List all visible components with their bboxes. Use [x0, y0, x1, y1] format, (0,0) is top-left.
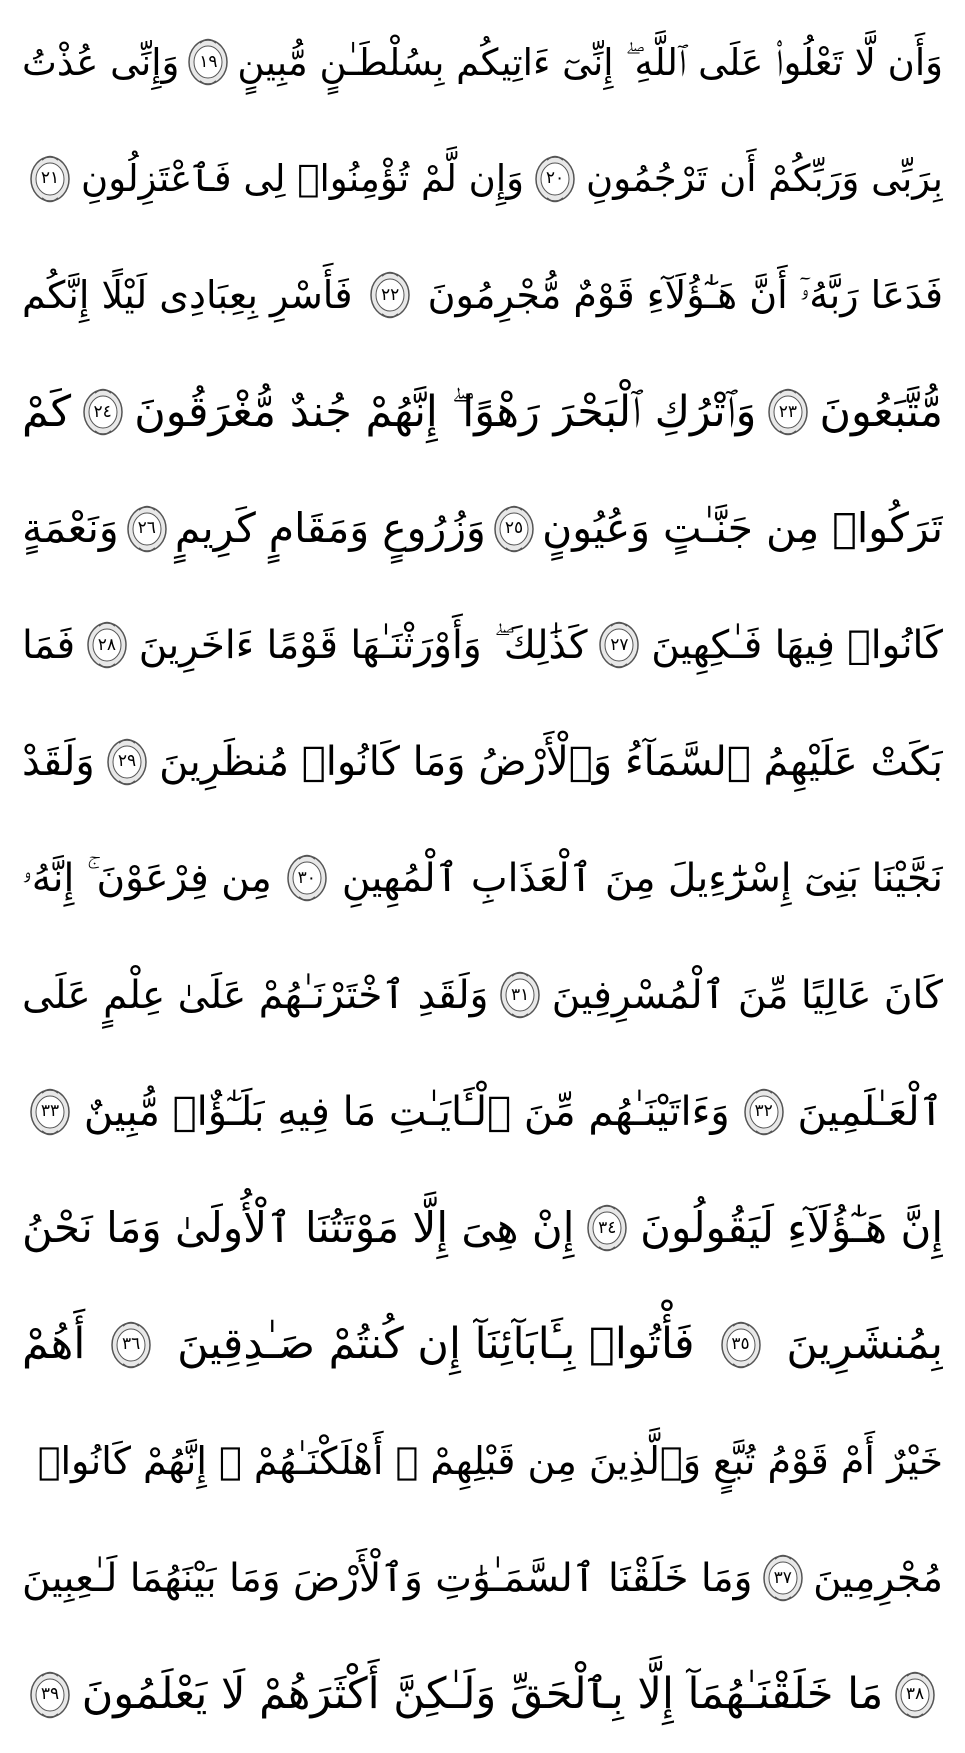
- verse-number: ٢٢: [380, 284, 400, 305]
- verse-number: ٢٦: [137, 518, 156, 539]
- verse-end-marker: [498, 970, 542, 1020]
- verse-number: ٣١: [511, 984, 530, 1005]
- verse-number: ٣٢: [754, 1101, 773, 1122]
- verse-text: إِنْ هِىَ إِلَّا مَوْتَتُنَا ٱلْأُولَىٰ وَمَا نَحْنُ: [22, 1203, 575, 1253]
- verse-text: كَذَٰلِكَ ۖ وَأَوْرَثْنَـٰهَا قَوْمًا ءَاخَرِينَ: [138, 622, 588, 668]
- text-line: [22, 1636, 943, 1753]
- verse-end-marker: [742, 1087, 786, 1137]
- verse-text: وَمَا خَلَقْنَا ٱلسَّمَـٰوَٰتِ وَٱلْأَرْضَ وَمَا بَيْنَهُمَا لَـٰعِبِينَ: [22, 1555, 753, 1601]
- verse-end-marker: [761, 1553, 805, 1603]
- text-line: [22, 121, 943, 238]
- verse-text: مَا خَلَقْنَـٰهُمَآ إِلَّا بِٱلْحَقِّ وَلَـٰكِنَّ أَكْثَرَهُمْ لَا يَعْلَمُونَ: [81, 1669, 884, 1720]
- verse-end-marker: [125, 504, 169, 554]
- verse-text: إِنَّ هَـٰٓؤُلَآءِ لَيَقُولُونَ: [640, 1203, 943, 1253]
- verse-text: كَمْ: [22, 386, 72, 437]
- verse-text: وَأَن لَّا تَعْلُوا۟ عَلَى ٱللَّهِ ۖ إِنِّىٓ ءَاتِيكُم بِسُلْطَـٰنٍ مُّبِينٍ: [237, 40, 943, 84]
- verse-end-marker: [585, 1203, 629, 1253]
- verse-end-marker: [719, 1320, 763, 1370]
- verse-number: ٣٧: [773, 1567, 792, 1588]
- verse-end-marker: [28, 1670, 72, 1720]
- text-line: [22, 1053, 943, 1170]
- verse-text: بَكَتْ عَلَيْهِمُ ٱلسَّمَآءُ وَٱلْأَرْضُ وَمَا كَانُوا۟ مُنظَرِينَ: [159, 738, 943, 785]
- verse-text: فَمَا: [22, 622, 76, 668]
- text-line: [22, 354, 943, 471]
- text-line: [22, 1170, 943, 1287]
- verse-end-marker: [186, 37, 230, 87]
- text-line: [22, 4, 943, 121]
- verse-end-marker: [766, 387, 810, 437]
- verse-text: وَلَقَدِ ٱخْتَرْنَـٰهُمْ عَلَىٰ عِلْمٍ عَلَى: [22, 972, 489, 1018]
- verse-end-marker: [597, 620, 641, 670]
- verse-number: ٢٣: [778, 401, 798, 422]
- verse-text: وَإِنِّى عُذْتُ: [22, 40, 180, 84]
- text-line: [22, 1287, 943, 1404]
- verse-text: مُّتَّبَعُونَ: [819, 386, 943, 437]
- verse-end-marker: [533, 154, 577, 204]
- text-line: [22, 587, 943, 704]
- verse-text: خَيْرٌ أَمْ قَوْمُ تُبَّعٍ وَٱلَّذِينَ مِن قَبْلِهِمْ ۚ أَهْلَكْنَـٰهُمْ ۖ إِنَّهُمْ كَانُوا۟: [37, 1439, 943, 1484]
- verse-end-marker: [285, 853, 329, 903]
- verse-text: وَنَعْمَةٍ: [22, 504, 119, 553]
- text-line: [22, 1403, 943, 1520]
- verse-number: ٣٠: [297, 867, 316, 888]
- verse-text: أَهُمْ: [22, 1319, 86, 1370]
- verse-number: ٣٣: [40, 1101, 60, 1122]
- verse-number: ٢٥: [504, 518, 524, 539]
- verse-text: كَانُوا۟ فِيهَا فَـٰكِهِينَ: [651, 622, 943, 668]
- text-line: [22, 470, 943, 587]
- text-line: [22, 937, 943, 1054]
- verse-number: ٢١: [40, 168, 60, 189]
- verse-text: مِن فِرْعَوْنَ ۚ إِنَّهُۥ: [22, 855, 272, 901]
- verse-text: وَٱتْرُكِ ٱلْبَحْرَ رَهْوًا ۖ إِنَّهُمْ جُندٌ مُّغْرَقُونَ: [134, 386, 757, 437]
- verse-text: كَانَ عَالِيًا مِّنَ ٱلْمُسْرِفِينَ: [551, 972, 943, 1018]
- verse-end-marker: [893, 1670, 937, 1720]
- verse-end-marker: [105, 737, 149, 787]
- verse-end-marker: [492, 504, 536, 554]
- verse-end-marker: [81, 387, 125, 437]
- verse-text: تَرَكُوا۟ مِن جَنَّـٰتٍ وَعُيُونٍ: [542, 504, 943, 553]
- verse-number: ٢٠: [545, 168, 565, 189]
- verse-end-marker: [28, 154, 72, 204]
- verse-number: ٢٤: [93, 401, 112, 422]
- verse-text: مُجْرِمِينَ: [813, 1555, 943, 1601]
- verse-text: وَلَقَدْ: [22, 738, 95, 785]
- verse-number: ٣٩: [40, 1684, 60, 1705]
- verse-text: نَجَّيْنَا بَنِىٓ إِسْرَٰٓءِيلَ مِنَ ٱلْعَذَابِ ٱلْمُهِينِ: [341, 855, 943, 901]
- verse-number: ٣٦: [122, 1334, 141, 1355]
- verse-text: بِمُنشَرِينَ: [786, 1319, 943, 1370]
- verse-text: بِرَبِّى وَرَبِّكُمْ أَن تَرْجُمُونِ: [586, 157, 943, 201]
- verse-number: ٣٨: [905, 1684, 925, 1705]
- verse-number: ٣٥: [731, 1334, 750, 1355]
- verse-number: ٣٤: [598, 1217, 617, 1238]
- verse-end-marker: [109, 1320, 153, 1370]
- verse-end-marker: [28, 1087, 72, 1137]
- verse-text: فَدَعَا رَبَّهُۥٓ أَنَّ هَـٰٓؤُلَآءِ قَوْمٌ مُّجْرِمُونَ: [427, 273, 943, 318]
- text-line: [22, 1520, 943, 1637]
- verse-text: وَزُرُوعٍ وَمَقَامٍ كَرِيمٍ: [174, 504, 486, 553]
- verse-text: ٱلْعَـٰلَمِينَ: [797, 1088, 943, 1135]
- verse-text: فَأْتُوا۟ بِـَٔابَآئِنَآ إِن كُنتُمْ صَـٰدِقِينَ: [177, 1319, 695, 1370]
- verse-end-marker: [85, 620, 129, 670]
- verse-number: ٢٨: [97, 634, 117, 655]
- verse-text: فَأَسْرِ بِعِبَادِى لَيْلًا إِنَّكُم: [22, 273, 353, 318]
- verse-number: ٢٩: [117, 751, 137, 772]
- verse-text: وَإِن لَّمْ تُؤْمِنُوا۟ لِى فَٱعْتَزِلُونِ: [81, 157, 524, 201]
- text-line: [22, 237, 943, 354]
- verse-end-marker: [368, 270, 412, 320]
- verse-text: وَءَاتَيْنَـٰهُم مِّنَ ٱلْـَٔايَـٰتِ مَا فِيهِ بَلَـٰٓؤٌا۟ مُّبِينٌ: [83, 1088, 730, 1135]
- verse-number: ١٩: [199, 51, 218, 72]
- text-line: [22, 704, 943, 821]
- text-line: [22, 820, 943, 937]
- verse-number: ٢٧: [610, 634, 629, 655]
